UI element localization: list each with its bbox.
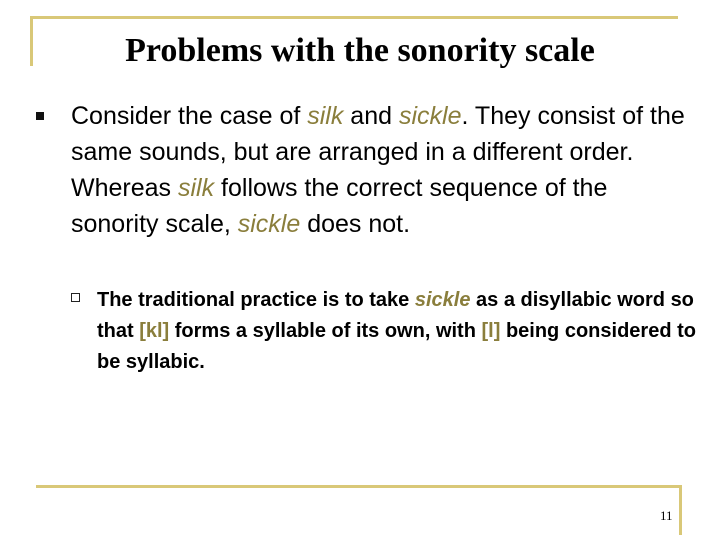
frame-right-rule: [679, 485, 682, 535]
example-word: sickle: [414, 289, 471, 311]
example-word: sickle: [398, 102, 462, 130]
slide-title: Problems with the sonority scale: [125, 32, 595, 69]
example-word: sickle: [237, 210, 301, 238]
bullet-text-main: Consider the case of silk and sickle. They consist of the same sounds, but are arranged in a different order. Whereas silk follows the correct sequence of the sonority scale, sickle does not.: [71, 102, 685, 238]
hollow-square-bullet-icon: [71, 293, 80, 302]
page-number: 11: [660, 508, 673, 523]
square-bullet-icon: [36, 112, 44, 120]
example-word: silk: [177, 174, 215, 202]
frame-bottom-rule: [36, 485, 682, 488]
frame-top-rule: [30, 16, 678, 19]
example-word: silk: [307, 102, 344, 130]
bullet-text-sub: The traditional practice is to take sickle as a disyllabic word so that [kl] forms a syllable of its own, with [l] being considered to be syllabic.: [97, 289, 696, 373]
ipa-transcription: [l]: [481, 320, 501, 342]
ipa-transcription: [kl]: [139, 320, 170, 342]
